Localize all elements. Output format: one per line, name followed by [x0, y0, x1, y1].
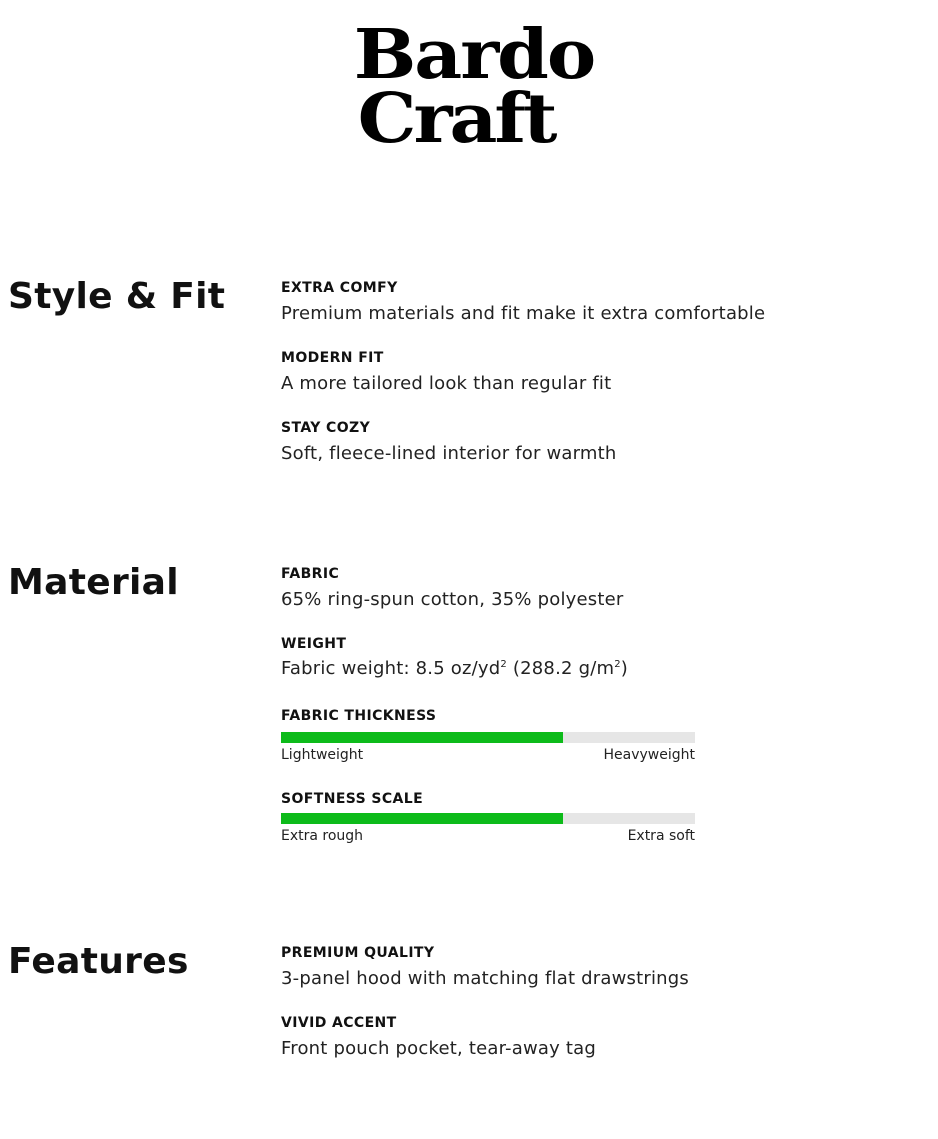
spec-label-stay-cozy: STAY COZY	[281, 420, 371, 436]
scale-ends	[281, 747, 695, 767]
weight-text-prefix: Fabric weight: 8.5 oz/yd	[281, 658, 501, 679]
spec-value-fabric: 65% ring-spun cotton, 35% polyester	[281, 589, 624, 610]
spec-label-premium-quality: PREMIUM QUALITY	[281, 945, 435, 961]
section-title-features: Features	[8, 941, 189, 982]
section-title-style-fit: Style & Fit	[8, 276, 226, 317]
scale-max-label: Extra soft	[627, 828, 695, 844]
spec-value-premium-quality: 3-panel hood with matching flat drawstrings	[281, 968, 689, 989]
scale-min-label: Lightweight	[281, 747, 364, 763]
scale-fabric-thickness	[281, 732, 695, 767]
weight-sup-2: 2	[614, 659, 621, 670]
scale-ends	[281, 828, 695, 848]
scale-label-fabric-thickness: FABRIC THICKNESS	[281, 708, 437, 724]
spec-label-extra-comfy: EXTRA COMFY	[281, 280, 398, 296]
scale-label-softness: SOFTNESS SCALE	[281, 791, 424, 807]
weight-text-middle: (288.2 g/m	[506, 658, 615, 679]
spec-label-fabric: FABRIC	[281, 566, 340, 582]
spec-value-vivid-accent: Front pouch pocket, tear-away tag	[281, 1038, 596, 1059]
scale-fill	[281, 732, 563, 743]
weight-sup-1: 2	[500, 659, 507, 670]
spec-value-stay-cozy: Soft, fleece-lined interior for warmth	[281, 443, 617, 464]
brand-logo-line1: Bardo	[353, 15, 595, 95]
brand-logo	[0, 15, 938, 159]
spec-label-weight: WEIGHT	[281, 636, 347, 652]
spec-label-vivid-accent: VIVID ACCENT	[281, 1015, 397, 1031]
spec-value-extra-comfy: Premium materials and fit make it extra comfortable	[281, 303, 766, 324]
spec-value-modern-fit: A more tailored look than regular fit	[281, 373, 612, 394]
scale-min-label: Extra rough	[281, 828, 364, 844]
scale-track	[281, 813, 695, 824]
scale-fill	[281, 813, 563, 824]
spec-value-weight	[281, 658, 628, 679]
scale-max-label: Heavyweight	[603, 747, 695, 763]
scale-softness	[281, 813, 695, 848]
scale-track	[281, 732, 695, 743]
spec-label-modern-fit: MODERN FIT	[281, 350, 384, 366]
weight-text-suffix: )	[620, 658, 628, 679]
section-title-material: Material	[8, 562, 179, 603]
brand-logo-line2: Craft	[357, 79, 555, 159]
